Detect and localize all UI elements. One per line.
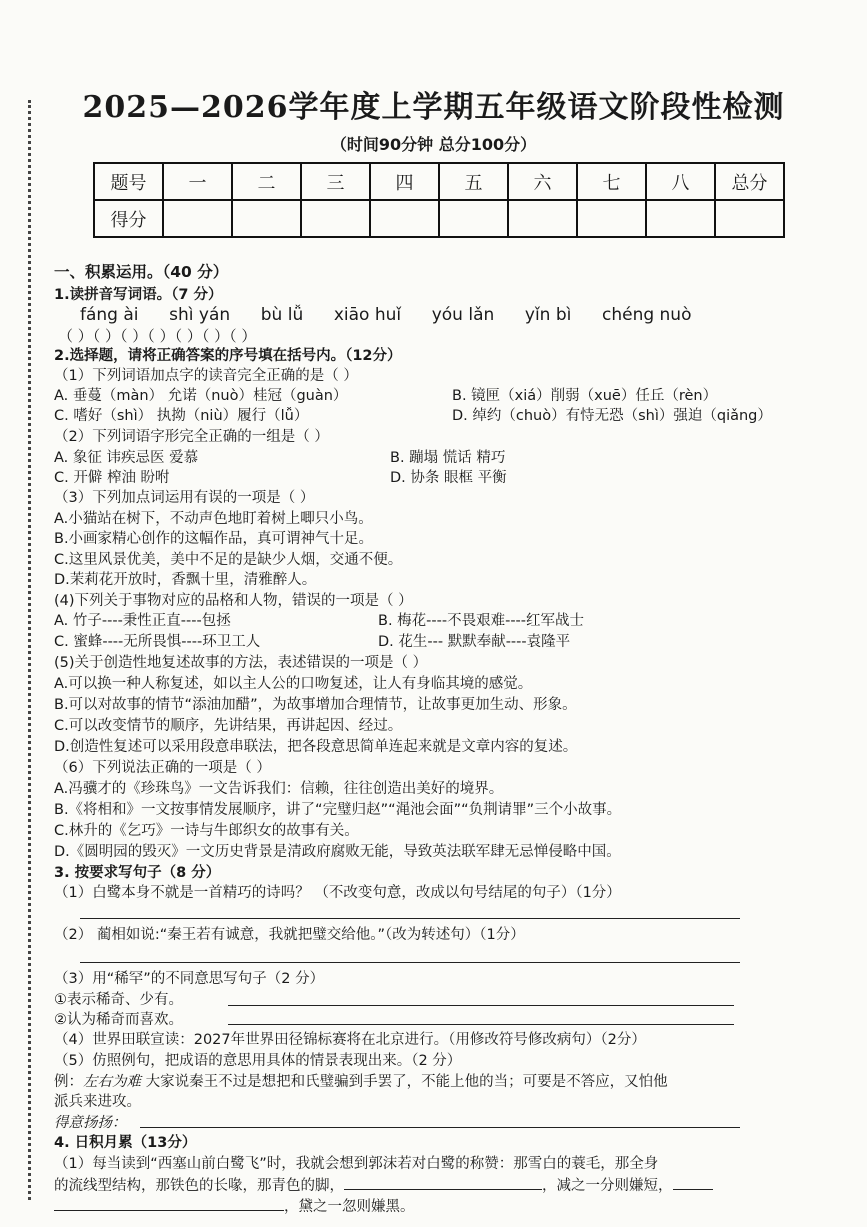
score-cell[interactable]	[232, 200, 301, 237]
option-d: D.《圆明园的毁灭》一文历史背景是清政府腐败无能，导致英法联军肆无忌惮侵略中国。	[54, 844, 621, 860]
score-header-cell: 一	[163, 163, 232, 200]
fill-in-line	[54, 1196, 415, 1217]
score-cell[interactable]	[715, 200, 784, 237]
answer-brackets[interactable]: （ ）（ ）（ ）（ ）（ ）（ ）（ ）	[58, 327, 257, 345]
score-cell[interactable]	[646, 200, 715, 237]
pinyin-item: bù lǚ	[260, 305, 304, 325]
score-cell[interactable]	[508, 200, 577, 237]
pinyin-item: shì yán	[169, 305, 231, 325]
option-a: A.冯骥才的《珍珠鸟》一文告诉我们：信赖，往往创造出美好的境界。	[54, 781, 504, 797]
option-a: A. 象征 讳疾忌医 爱慕	[54, 450, 199, 466]
sub-question: （2）下列词语字形完全正确的一组是（ ）	[54, 429, 329, 445]
score-table-header-row	[94, 163, 784, 200]
sub-question: （1）白鹭本身不就是一首精巧的诗吗？ （不改变句意，改成以句号结尾的句子）（1分）	[54, 885, 621, 901]
sub-question: （4）世界田联宣读：2027年世界田径锦标赛将在北京进行。（用修改符号修改病句）（2分）	[54, 1032, 646, 1048]
question-title: 1.读拼音写词语。（7 分）	[54, 287, 223, 303]
section-heading: 一、积累运用。（40 分）	[54, 263, 229, 281]
option-c: C.这里风景优美，美中不足的是缺少人烟，交通不便。	[54, 552, 403, 568]
score-cell[interactable]	[577, 200, 646, 237]
sub-question: （6）下列说法正确的一项是（ ）	[54, 760, 271, 776]
score-header-cell: 总分	[715, 163, 784, 200]
option-d: D.茉莉花开放时，香飘十里，清雅醉人。	[54, 572, 317, 588]
option-a: A. 垂蔓（màn） 允诺（nuò）桂冠（guàn）	[54, 388, 348, 404]
score-header-cell: 八	[646, 163, 715, 200]
example-text-cont: 派兵来进攻。	[54, 1094, 141, 1110]
fill-blank[interactable]	[673, 1175, 713, 1190]
option-c: C. 蜜蜂----无所畏惧----环卫工人	[54, 634, 261, 650]
score-header-cell: 七	[577, 163, 646, 200]
binding-margin-dots	[28, 100, 31, 1200]
score-header-cell: 四	[370, 163, 439, 200]
score-header-cell: 六	[508, 163, 577, 200]
fill-blank[interactable]	[54, 1196, 284, 1211]
answer-line[interactable]	[228, 1024, 734, 1025]
fill-blank[interactable]	[344, 1175, 542, 1190]
option-b: B. 镜匣（xiá）削弱（xuē）任丘（rèn）	[452, 388, 718, 404]
example-label: 例：	[54, 1074, 83, 1090]
sub-question: (5)关于创造性地复述故事的方法，表述错误的一项是（ ）	[54, 655, 428, 671]
score-header-cell: 题号	[94, 163, 163, 200]
score-table-score-row	[94, 200, 784, 237]
option-b: B.《将相和》一文按事情发展顺序，讲了“完璧归赵”“渑池会面”“负荆请罪”三个小故事。	[54, 802, 622, 818]
answer-line[interactable]	[80, 918, 740, 919]
score-header-cell: 三	[301, 163, 370, 200]
sub-question: （1）下列词语加点字的读音完全正确的是（ ）	[54, 368, 358, 384]
score-header-cell: 五	[439, 163, 508, 200]
question-title: 3. 按要求写句子（8 分）	[54, 865, 221, 881]
fill-text: ，黛之一忽则嫌黑。	[284, 1199, 415, 1215]
example-idiom: 左右为难	[83, 1074, 141, 1090]
answer-line[interactable]	[80, 962, 740, 963]
pinyin-item: chéng nuò	[601, 305, 692, 325]
sub-question-part: ①表示稀奇、少有。	[54, 992, 183, 1008]
example-text: 大家说秦王不过是想把和氏璧骗到手罢了，不能上他的当；可要是不答应，又怕他	[141, 1074, 668, 1090]
idiom-prompt: 得意扬扬：	[54, 1115, 127, 1131]
option-b: B. 梅花----不畏艰难----红军战士	[378, 613, 585, 629]
pinyin-item: yóu lǎn	[431, 305, 495, 325]
option-d: D. 花生--- 默默奉献----袁隆平	[378, 634, 571, 650]
answer-line[interactable]	[140, 1127, 740, 1128]
score-cell[interactable]	[163, 200, 232, 237]
pinyin-item: fáng ài	[80, 305, 139, 325]
sub-question: （5）仿照例句，把成语的意思用具体的情景表现出来。（2 分）	[54, 1053, 462, 1069]
score-cell[interactable]	[370, 200, 439, 237]
score-cell[interactable]	[301, 200, 370, 237]
sub-question-part: ②认为稀奇而喜欢。	[54, 1012, 183, 1028]
sub-question: （2） 蔺相如说:“秦王若有诚意，我就把璧交给他。”（改为转述句）（1分）	[54, 927, 525, 943]
pinyin-row	[80, 305, 717, 326]
option-c: C.可以改变情节的顺序，先讲结果，再讲起因、经过。	[54, 718, 403, 734]
fill-text: ，减之一分则嫌短，	[542, 1178, 673, 1194]
option-c: C. 嗜好（shì） 执拗（niù）履行（lǚ）	[54, 408, 309, 424]
option-a: A.可以换一种人称复述，如以主人公的口吻复述，让人有身临其境的感觉。	[54, 676, 533, 692]
sub-question: （3）用“稀罕”的不同意思写句子（2 分）	[54, 971, 325, 987]
option-d: D.创造性复述可以采用段意串联法，把各段意思简单连起来就是文章内容的复述。	[54, 739, 578, 755]
sub-question: (4)下列关于事物对应的品格和人物，错误的一项是（ ）	[54, 593, 413, 609]
exam-subtitle: （时间90分钟 总分100分）	[330, 135, 537, 154]
fill-in-line: （1）每当读到“西塞山前白鹭飞”时，我就会想到郭沫若对白鹭的称赞：那雪白的蓑毛，那全身	[54, 1156, 659, 1172]
score-header-cell: 二	[232, 163, 301, 200]
pinyin-item: yǐn bì	[524, 305, 572, 325]
option-c: C.林升的《乞巧》一诗与牛郎织女的故事有关。	[54, 823, 359, 839]
fill-in-line	[54, 1175, 713, 1196]
score-cell[interactable]	[439, 200, 508, 237]
option-d: D. 绰约（chuò）有恃无恐（shì）强迫（qiǎng）	[452, 408, 772, 424]
question-title: 2.选择题，请将正确答案的序号填在括号内。（12分）	[54, 348, 402, 364]
example-line	[54, 1072, 668, 1092]
sub-question: （3）下列加点词运用有误的一项是（ ）	[54, 490, 315, 506]
answer-line[interactable]	[228, 1005, 734, 1006]
option-d: D. 协条 眼框 平衡	[390, 470, 507, 486]
option-c: C. 开僻 榨油 盼咐	[54, 470, 170, 486]
fill-text: 的流线型结构，那铁色的长喙，那青色的脚，	[54, 1178, 344, 1194]
option-b: B.可以对故事的情节“添油加醋”，为故事增加合理情节，让故事更加生动、形象。	[54, 697, 577, 713]
option-a: A.小猫站在树下，不动声色地盯着树上唧只小鸟。	[54, 511, 373, 527]
pinyin-item: xiāo huǐ	[333, 305, 402, 325]
score-table	[93, 162, 785, 238]
exam-title: 2025—2026学年度上学期五年级语文阶段性检测	[82, 90, 785, 125]
score-row-label: 得分	[94, 200, 163, 237]
option-b: B. 蹦塌 慌话 精巧	[390, 450, 506, 466]
option-b: B.小画家精心创作的这幅作品，真可谓神气十足。	[54, 531, 374, 547]
option-a: A. 竹子----秉性正直----包拯	[54, 613, 231, 629]
question-title: 4. 日积月累（13分）	[54, 1135, 197, 1151]
